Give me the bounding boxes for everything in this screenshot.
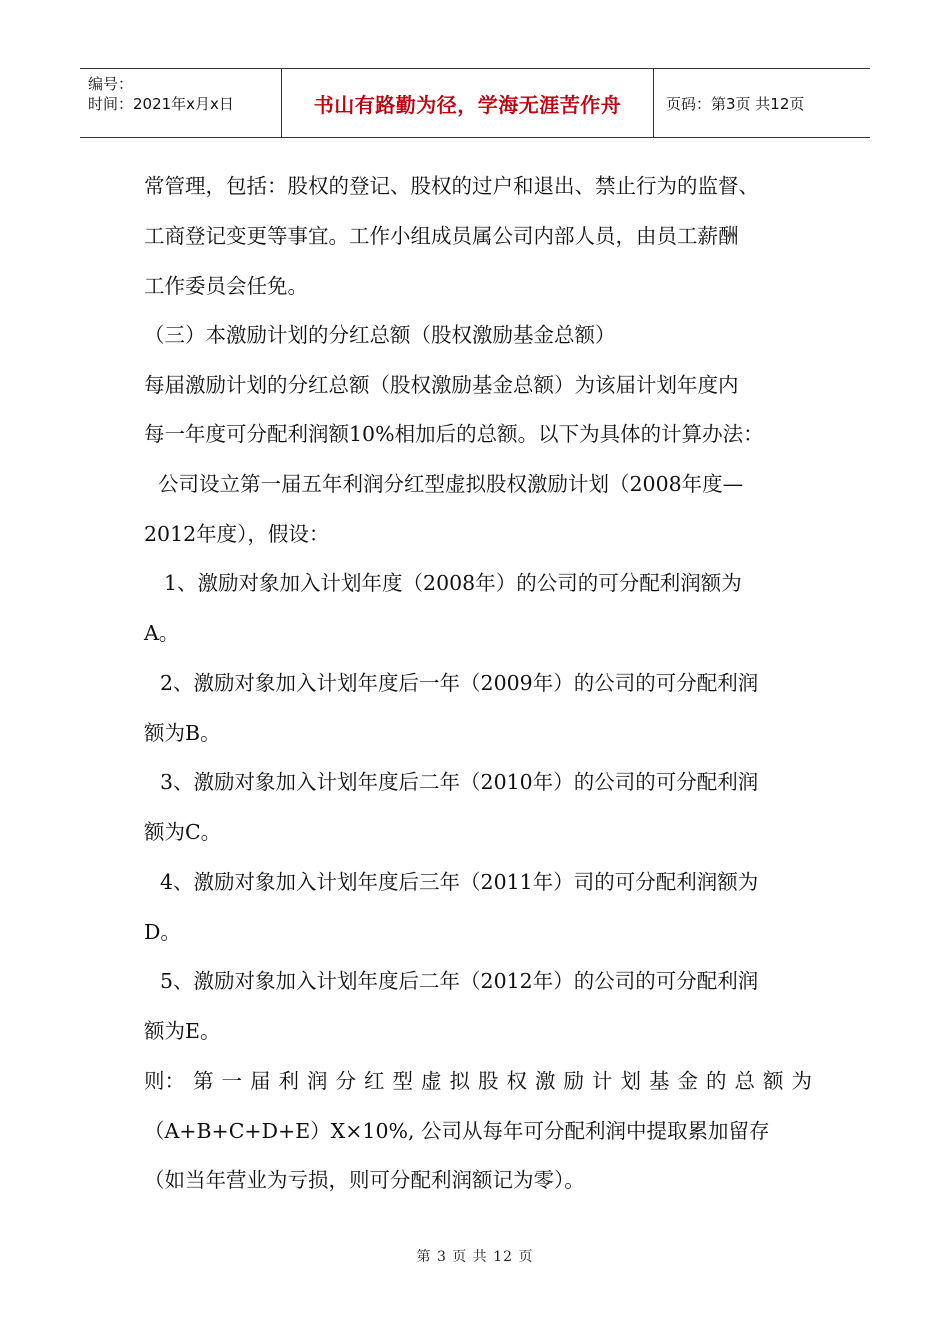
formula-word: 计 xyxy=(592,1069,613,1093)
formula-word: 拟 xyxy=(449,1069,470,1093)
formula-word: 一 xyxy=(221,1069,242,1093)
formula-word: 励 xyxy=(563,1069,584,1093)
formula-word: 金 xyxy=(677,1069,698,1093)
page-footer: 第 3 页 共 12 页 xyxy=(416,1249,534,1265)
list-item-continuation: 额为B。 xyxy=(144,721,221,745)
formula-note: （如当年营业为亏损，则可分配利润额记为零）。 xyxy=(144,1168,585,1192)
header-motto: 书山有路勤为径，学海无涯苦作舟 xyxy=(313,93,622,117)
list-item: 3、激励对象加入计划年度后二年（2010年）的公司的可分配利润 xyxy=(160,770,759,794)
list-item: 4、激励对象加入计划年度后三年（2011年）司的可分配利润额为 xyxy=(160,870,759,894)
formula-word: 红 xyxy=(364,1069,385,1093)
header-page-cell xyxy=(654,69,870,137)
formula-word: 第 xyxy=(193,1069,214,1093)
document-date: 时间：2021年x月x日 xyxy=(88,95,234,113)
header-page-number: 页码：第3页 共12页 xyxy=(666,95,805,113)
formula-line xyxy=(144,1066,812,1096)
body-line: 每一年度可分配利润额10%相加后的总额。以下为具体的计算办法： xyxy=(144,422,764,446)
body-line: 工商登记变更等事宜。工作小组成员属公司内部人员，由员工薪酬 xyxy=(144,224,739,248)
formula-word: 分 xyxy=(335,1069,356,1093)
header-info-cell xyxy=(80,69,282,137)
formula-word: 激 xyxy=(535,1069,556,1093)
section-heading: （三）本激励计划的分红总额（股权激励基金总额） xyxy=(144,323,616,347)
header-motto-cell xyxy=(282,69,654,137)
body-line: 工作委员会任免。 xyxy=(144,274,308,298)
formula-word: 则： xyxy=(144,1069,185,1093)
formula-line: （A+B+C+D+E）X×10%, 公司从每年可分配利润中提取累加留存 xyxy=(144,1119,770,1143)
formula-word: 额 xyxy=(763,1069,784,1093)
list-item: 5、激励对象加入计划年度后二年（2012年）的公司的可分配利润 xyxy=(160,969,759,993)
list-item-continuation: 额为E。 xyxy=(144,1019,221,1043)
formula-word: 基 xyxy=(649,1069,670,1093)
body-line: 每届激励计划的分红总额（股权激励基金总额）为该届计划年度内 xyxy=(144,373,739,397)
formula-word: 权 xyxy=(506,1069,527,1093)
body-line: 常管理，包括：股权的登记、股权的过户和退出、禁止行为的监督、 xyxy=(144,174,759,198)
formula-word: 届 xyxy=(250,1069,271,1093)
body-line: 2012年度），假设： xyxy=(144,522,330,546)
formula-word: 划 xyxy=(620,1069,641,1093)
list-item: 1、激励对象加入计划年度（2008年）的公司的可分配利润额为 xyxy=(164,571,742,595)
formula-word: 总 xyxy=(734,1069,755,1093)
formula-word: 利 xyxy=(278,1069,299,1093)
list-item-continuation: 额为C。 xyxy=(144,820,222,844)
body-line: 公司设立第一届五年利润分红型虚拟股权激励计划（2008年度— xyxy=(158,472,744,496)
formula-word: 股 xyxy=(478,1069,499,1093)
list-item-continuation: A。 xyxy=(144,621,180,645)
formula-word: 的 xyxy=(706,1069,727,1093)
document-number-label: 编号： xyxy=(88,75,134,93)
page-header xyxy=(80,68,870,138)
list-item-continuation: D。 xyxy=(144,920,181,944)
formula-word: 型 xyxy=(392,1069,413,1093)
formula-word: 为 xyxy=(791,1069,812,1093)
list-item: 2、激励对象加入计划年度后一年（2009年）的公司的可分配利润 xyxy=(160,671,759,695)
formula-word: 润 xyxy=(307,1069,328,1093)
formula-word: 虚 xyxy=(421,1069,442,1093)
